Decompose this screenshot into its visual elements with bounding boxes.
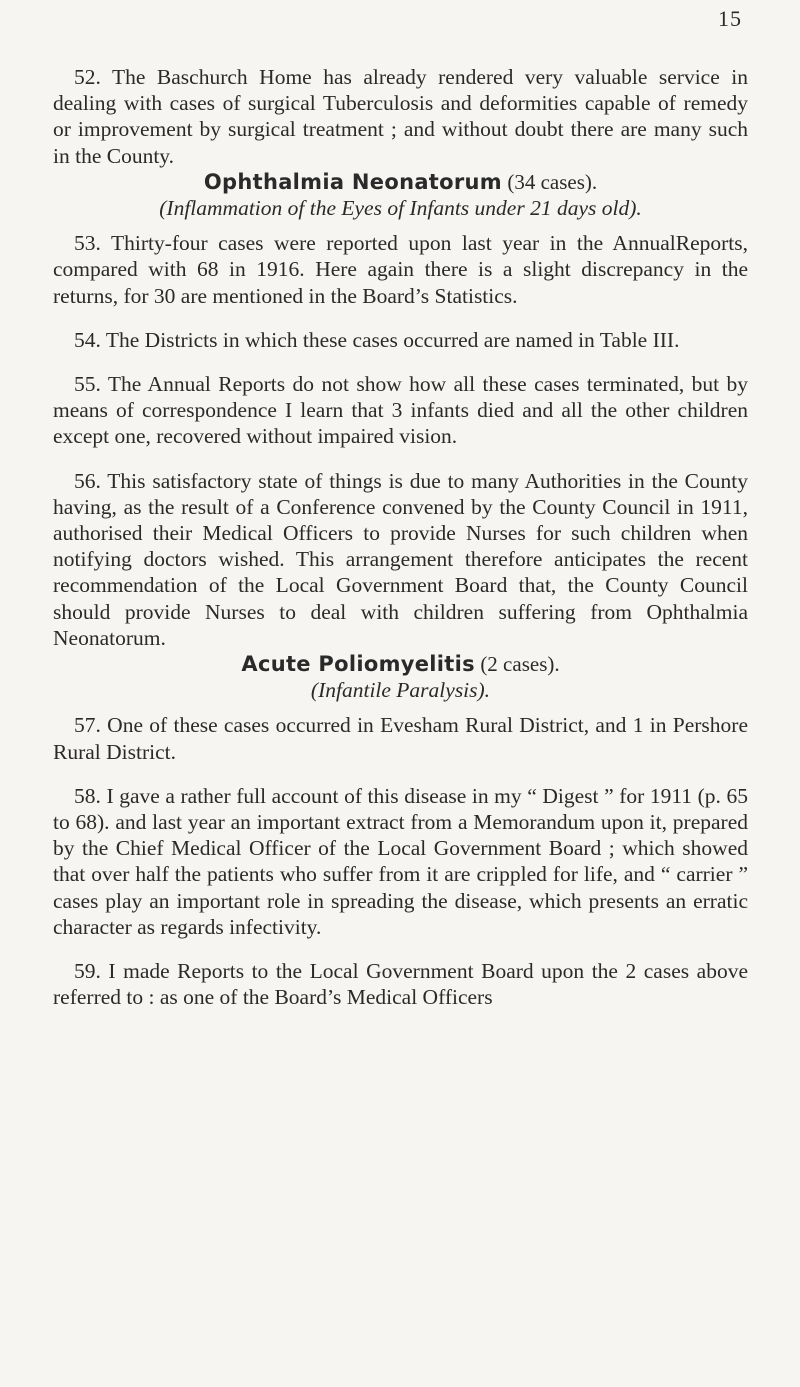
section-title-polio: Acute Poliomyelitis (241, 652, 475, 677)
page-number: 15 (718, 6, 742, 31)
paragraph-58: 58. I gave a rather full account of this disease in my “ Digest ” for 1911 (p. 65 to 68). and last year an important extract from a Memorandum upon it, prepared by the Chief Medical Officer of the Local Government Board ; which showed that over half the patients who suffer from it are crippled for life, and “ carrier ” cases play an important role in spreading the disease, which presents an erratic character as regards infectivity. (53, 783, 748, 939)
paragraph-56: 56. This satisfactory state of things is due to many Authorities in the County having, as the result of a Conference convened by the County Council in 1911, authorised their Medical Officers to provide Nurses for such children when notifying doctors wished. This arrangement therefore anticipates the recent recommendation of the Local Government Board that, the County Council should provide Nurses to deal with children suffering from Ophthalmia Neonatorum. (53, 468, 748, 650)
paragraph-54: 54. The Districts in which these cases occurred are named in Table III. (74, 327, 680, 352)
section-count-polio: (2 cases). (480, 652, 560, 677)
section-count-ophthalmia: (34 cases). (507, 169, 598, 194)
section-title-ophthalmia: Ophthalmia Neonatorum (203, 169, 502, 194)
paragraph-59: 59. I made Reports to the Local Government Board upon the 2 cases above referred to : as one of the Board’s Medical Officers (53, 959, 748, 1010)
page-body (53, 64, 748, 1011)
section-subtitle-polio: (Infantile Paralysis). (310, 678, 491, 703)
section-heading-polio (53, 651, 748, 677)
section-heading-ophthalmia (53, 169, 748, 195)
paragraph-55: 55. The Annual Reports do not show how all these cases terminated, but by means of correspondence I learn that 3 infants died and all the other children except one, recovered without impaired vision. (53, 372, 748, 449)
section-subtitle-ophthalmia: (Inflammation of the Eyes of Infants under 21 days old). (159, 196, 642, 221)
paragraph-57: 57. One of these cases occurred in Evesham Rural District, and 1 in Pershore Rural District. (53, 713, 748, 764)
paragraph-52: 52. The Baschurch Home has already rendered very valuable service in dealing with cases of surgical Tuberculosis and deformities capable of remedy or improvement by surgical treatment ; and without doubt there are many such in the County. (53, 65, 748, 168)
paragraph-53: 53. Thirty-four cases were reported upon last year in the AnnualReports, compared with 68 in 1916. Here again there is a slight discrepancy in the returns, for 30 are mentioned in the Board’s Statistics. (53, 231, 748, 308)
